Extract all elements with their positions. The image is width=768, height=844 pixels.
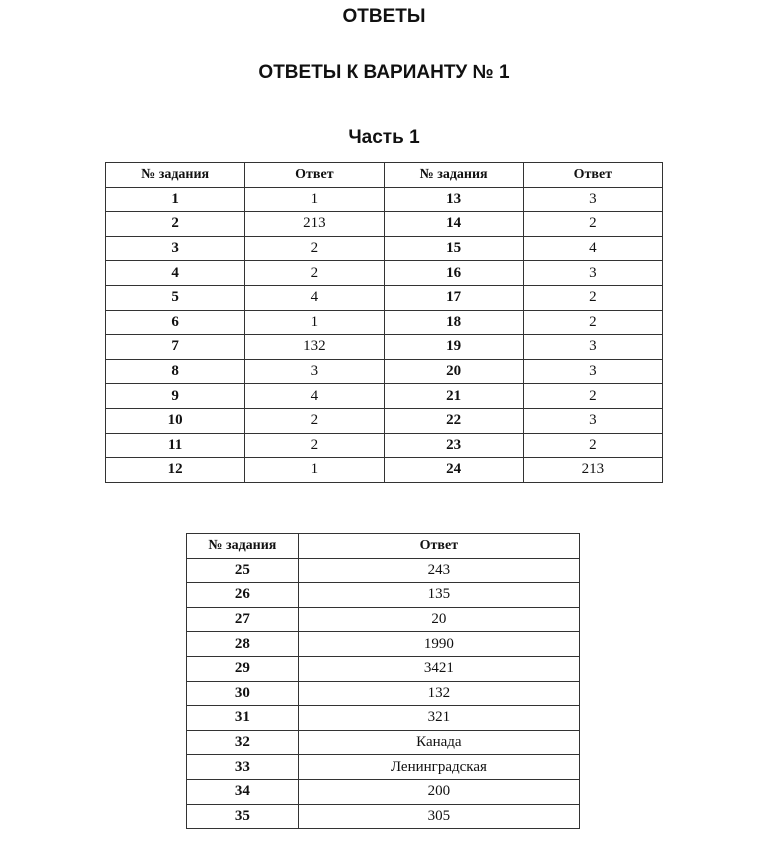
- answer-cell: 2: [245, 236, 384, 261]
- answer-cell: 1: [245, 458, 384, 483]
- answer-cell: 132: [245, 335, 384, 360]
- task-number-cell: 34: [187, 779, 299, 804]
- task-number-cell: 32: [187, 730, 299, 755]
- answer-cell: 3421: [298, 656, 579, 681]
- task-number-cell: 9: [106, 384, 245, 409]
- table-row: [187, 706, 580, 731]
- answer-cell: 2: [523, 212, 662, 237]
- answer-cell: 2: [523, 433, 662, 458]
- answers-table-part2: [186, 533, 580, 829]
- table-row: [106, 310, 663, 335]
- answer-cell: 2: [523, 384, 662, 409]
- answer-cell: 135: [298, 583, 579, 608]
- table-row: [106, 261, 663, 286]
- task-number-cell: 8: [106, 359, 245, 384]
- table-row: [187, 779, 580, 804]
- task-number-cell: 35: [187, 804, 299, 829]
- answer-cell: 1: [245, 310, 384, 335]
- task-number-cell: 3: [106, 236, 245, 261]
- task-number-cell: 22: [384, 408, 523, 433]
- table-row: [187, 755, 580, 780]
- answer-header: Ответ: [245, 163, 384, 188]
- page-title: ОТВЕТЫ: [342, 6, 426, 27]
- table-row: [106, 359, 663, 384]
- table-row: [106, 236, 663, 261]
- task-number-header: № задания: [187, 534, 299, 559]
- answer-cell: 2: [245, 261, 384, 286]
- table-row: [187, 656, 580, 681]
- task-number-cell: 19: [384, 335, 523, 360]
- task-number-cell: 13: [384, 187, 523, 212]
- table-row: [187, 632, 580, 657]
- answer-cell: 3: [523, 187, 662, 212]
- answer-cell: 132: [298, 681, 579, 706]
- answer-cell: 4: [245, 285, 384, 310]
- task-number-cell: 30: [187, 681, 299, 706]
- answer-cell: 2: [245, 433, 384, 458]
- table-body: [106, 187, 663, 482]
- table-row: [187, 583, 580, 608]
- table-body: [187, 558, 580, 829]
- table-header-row: [187, 534, 580, 559]
- answer-cell: 2: [245, 408, 384, 433]
- table-row: [106, 285, 663, 310]
- table-row: [106, 187, 663, 212]
- answer-cell: 4: [245, 384, 384, 409]
- task-number-cell: 33: [187, 755, 299, 780]
- task-number-cell: 14: [384, 212, 523, 237]
- answer-cell: 305: [298, 804, 579, 829]
- answers-table-part1: [105, 162, 663, 483]
- task-number-cell: 11: [106, 433, 245, 458]
- answer-cell: 3: [523, 359, 662, 384]
- task-number-cell: 26: [187, 583, 299, 608]
- task-number-cell: 4: [106, 261, 245, 286]
- table-row: [187, 730, 580, 755]
- answer-cell: Ленинградская: [298, 755, 579, 780]
- task-number-cell: 29: [187, 656, 299, 681]
- answer-cell: 2: [523, 310, 662, 335]
- task-number-cell: 23: [384, 433, 523, 458]
- answer-cell: 3: [523, 408, 662, 433]
- answer-cell: 213: [523, 458, 662, 483]
- task-number-cell: 2: [106, 212, 245, 237]
- answer-cell: 3: [523, 335, 662, 360]
- task-number-cell: 5: [106, 285, 245, 310]
- task-number-cell: 21: [384, 384, 523, 409]
- answer-cell: 321: [298, 706, 579, 731]
- answer-cell: 1: [245, 187, 384, 212]
- answer-cell: 3: [245, 359, 384, 384]
- table-row: [106, 408, 663, 433]
- task-number-cell: 27: [187, 607, 299, 632]
- task-number-cell: 25: [187, 558, 299, 583]
- table-row: [187, 558, 580, 583]
- table-row: [106, 335, 663, 360]
- task-number-cell: 6: [106, 310, 245, 335]
- task-number-cell: 7: [106, 335, 245, 360]
- answer-cell: 4: [523, 236, 662, 261]
- answer-cell: 1990: [298, 632, 579, 657]
- table-row: [187, 681, 580, 706]
- answer-cell: 2: [523, 285, 662, 310]
- table-row: [106, 458, 663, 483]
- answer-cell: 3: [523, 261, 662, 286]
- task-number-cell: 17: [384, 285, 523, 310]
- table-row: [106, 384, 663, 409]
- task-number-cell: 24: [384, 458, 523, 483]
- part-title: Часть 1: [348, 127, 420, 148]
- table-row: [187, 804, 580, 829]
- table-row: [106, 433, 663, 458]
- task-number-header: № задания: [384, 163, 523, 188]
- answer-cell: Канада: [298, 730, 579, 755]
- task-number-cell: 15: [384, 236, 523, 261]
- task-number-cell: 1: [106, 187, 245, 212]
- answer-cell: 243: [298, 558, 579, 583]
- table-row: [187, 607, 580, 632]
- task-number-cell: 16: [384, 261, 523, 286]
- answer-cell: 213: [245, 212, 384, 237]
- task-number-header: № задания: [106, 163, 245, 188]
- table-row: [106, 212, 663, 237]
- task-number-cell: 18: [384, 310, 523, 335]
- answer-cell: 200: [298, 779, 579, 804]
- variant-title: ОТВЕТЫ К ВАРИАНТУ № 1: [258, 62, 510, 83]
- answer-header: Ответ: [523, 163, 662, 188]
- answer-header: Ответ: [298, 534, 579, 559]
- table-header-row: [106, 163, 663, 188]
- task-number-cell: 12: [106, 458, 245, 483]
- task-number-cell: 20: [384, 359, 523, 384]
- task-number-cell: 10: [106, 408, 245, 433]
- task-number-cell: 28: [187, 632, 299, 657]
- task-number-cell: 31: [187, 706, 299, 731]
- answer-cell: 20: [298, 607, 579, 632]
